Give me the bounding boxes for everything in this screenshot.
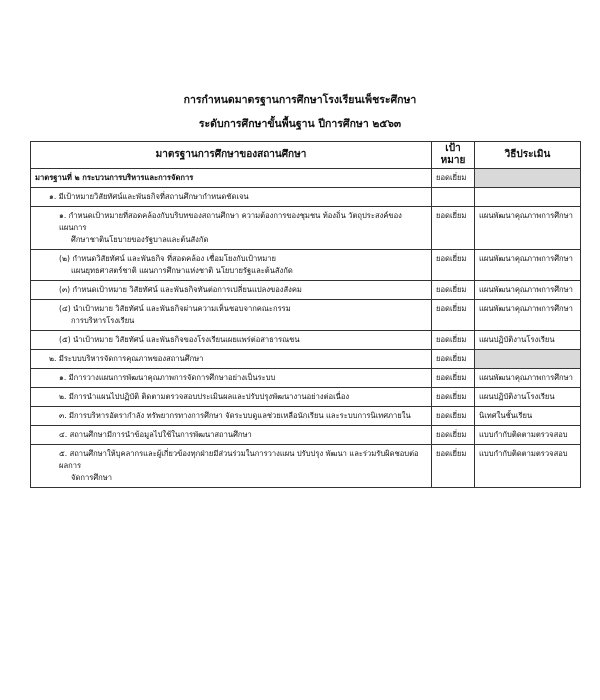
- standard-text: ๓. มีการบริหารอัตรากำลัง ทรัพยากรทางการศึกษา จัดระบบดูแลช่วยเหลือนักเรียน และระบบการนิเทศภายใน: [59, 411, 411, 420]
- target-cell: ยอดเยี่ยม: [432, 350, 475, 369]
- standard-cell: [31, 426, 432, 445]
- document-title: การกำหนดมาตรฐานการศึกษาโรงเรียนเพ็ชระศึกษา: [183, 94, 417, 106]
- standard-text: (๕) นำเป้าหมาย วิสัยทัศน์ และพันธกิจของโรงเรียนเผยแพร่ต่อสาธารณชน: [59, 335, 300, 344]
- evaluation-cell: แบบกำกับติดตามตรวจสอบ: [475, 445, 581, 488]
- target-cell: ยอดเยี่ยม: [432, 300, 475, 331]
- evaluation-cell: แผนพัฒนาคุณภาพการศึกษา: [475, 369, 581, 388]
- standard-cell: [31, 369, 432, 388]
- evaluation-cell: [475, 169, 581, 188]
- standard-text: ๒. มีการนำแผนไปปฏิบัติ ติดตามตรวจสอบประเมินผลและปรับปรุงพัฒนางานอย่างต่อเนื่อง: [59, 392, 350, 401]
- table-row: [31, 169, 581, 188]
- target-cell: ยอดเยี่ยม: [432, 407, 475, 426]
- target-cell: ยอดเยี่ยม: [432, 445, 475, 488]
- table-row: [31, 388, 581, 407]
- standard-cell: [31, 169, 432, 188]
- standard-text: ๒. มีระบบบริหารจัดการคุณภาพของสถานศึกษา: [49, 354, 204, 363]
- table-row: [31, 407, 581, 426]
- standard-text: ๕. สถานศึกษาให้บุคลากรและผู้เกี่ยวข้องทุกฝ่ายมีส่วนร่วมในการวางแผน ปรับปรุง พัฒนา และร่วมรับผิดชอบต่อผลการ: [59, 449, 419, 470]
- standard-text: ศึกษาชาตินโยบายของรัฐบาลและต้นสังกัด: [71, 235, 209, 244]
- table-header-row: [31, 142, 581, 169]
- standard-text: (๒) กำหนดวิสัยทัศน์ และพันธกิจ ที่สอดคล้อง เชื่อมโยงกับเป้าหมาย: [59, 254, 276, 263]
- table-body: [31, 169, 581, 488]
- evaluation-cell: แผนปฏิบัติงานโรงเรียน: [475, 388, 581, 407]
- header-standard: มาตรฐานการศึกษาของสถานศึกษา: [31, 142, 432, 169]
- evaluation-cell: [475, 188, 581, 207]
- table-row: [31, 331, 581, 350]
- standard-text: การบริหารโรงเรียน: [71, 316, 135, 325]
- standard-text: ๑. มีการวางแผนการพัฒนาคุณภาพการจัดการศึกษาอย่างเป็นระบบ: [59, 373, 276, 382]
- target-cell: ยอดเยี่ยม: [432, 331, 475, 350]
- standard-cell: [31, 188, 432, 207]
- evaluation-cell: แผนปฏิบัติงานโรงเรียน: [475, 331, 581, 350]
- standard-text: มาตรฐานที่ ๒ กระบวนการบริหารและการจัดการ: [35, 173, 194, 182]
- standard-text: จัดการศึกษา: [71, 473, 113, 482]
- standard-cell: [31, 350, 432, 369]
- target-cell: ยอดเยี่ยม: [432, 369, 475, 388]
- table-row: [31, 281, 581, 300]
- table-row: [31, 250, 581, 281]
- standards-table: [30, 141, 581, 488]
- document-subtitle: ระดับการศึกษาขั้นพื้นฐาน ปีการศึกษา ๒๕๖๓: [198, 118, 402, 130]
- standard-text: ๑. มีเป้าหมายวิสัยทัศน์และพันธกิจที่สถานศึกษากำหนดชัดเจน: [49, 192, 249, 201]
- standard-cell: [31, 250, 432, 281]
- table-row: [31, 426, 581, 445]
- target-cell: ยอดเยี่ยม: [432, 169, 475, 188]
- standard-text: ๑. กำหนดเป้าหมายที่สอดคล้องกับบริบทของสถานศึกษา ความต้องการของชุมชน ท้องถิ่น วัตถุประสงค์ของแผนการ: [59, 211, 402, 232]
- standard-cell: [31, 407, 432, 426]
- table-row: [31, 300, 581, 331]
- evaluation-cell: นิเทศในชั้นเรียน: [475, 407, 581, 426]
- table-row: [31, 350, 581, 369]
- target-cell: ยอดเยี่ยม: [432, 388, 475, 407]
- target-cell: ยอดเยี่ยม: [432, 250, 475, 281]
- header-target: เป้าหมาย: [432, 142, 475, 169]
- table-row: [31, 369, 581, 388]
- target-cell: ยอดเยี่ยม: [432, 207, 475, 250]
- evaluation-cell: แผนพัฒนาคุณภาพการศึกษา: [475, 207, 581, 250]
- header-evaluation: วิธีประเมิน: [475, 142, 581, 169]
- evaluation-cell: [475, 350, 581, 369]
- target-cell: ยอดเยี่ยม: [432, 426, 475, 445]
- evaluation-cell: แผนพัฒนาคุณภาพการศึกษา: [475, 281, 581, 300]
- standard-cell: [31, 388, 432, 407]
- table-row: [31, 207, 581, 250]
- table-row: [31, 445, 581, 488]
- table-row: [31, 188, 581, 207]
- standard-cell: [31, 445, 432, 488]
- evaluation-cell: แผนพัฒนาคุณภาพการศึกษา: [475, 250, 581, 281]
- standard-cell: [31, 300, 432, 331]
- target-cell: [432, 188, 475, 207]
- evaluation-cell: แบบกำกับติดตามตรวจสอบ: [475, 426, 581, 445]
- target-cell: ยอดเยี่ยม: [432, 281, 475, 300]
- standard-cell: [31, 207, 432, 250]
- standard-cell: [31, 281, 432, 300]
- standard-text: (๓) กำหนดเป้าหมาย วิสัยทัศน์ และพันธกิจทันต่อการเปลี่ยนแปลงของสังคม: [59, 285, 302, 294]
- standard-text: (๔) นำเป้าหมาย วิสัยทัศน์ และพันธกิจผ่านความเห็นชอบจากคณะกรรม: [59, 304, 291, 313]
- evaluation-cell: แผนพัฒนาคุณภาพการศึกษา: [475, 300, 581, 331]
- standard-cell: [31, 331, 432, 350]
- standard-text: ๔. สถานศึกษามีการนำข้อมูลไปใช้ในการพัฒนาสถานศึกษา: [59, 430, 252, 439]
- standard-text: แผนยุทธศาสตร์ชาติ แผนการศึกษาแห่งชาติ นโยบายรัฐและต้นสังกัด: [71, 266, 293, 275]
